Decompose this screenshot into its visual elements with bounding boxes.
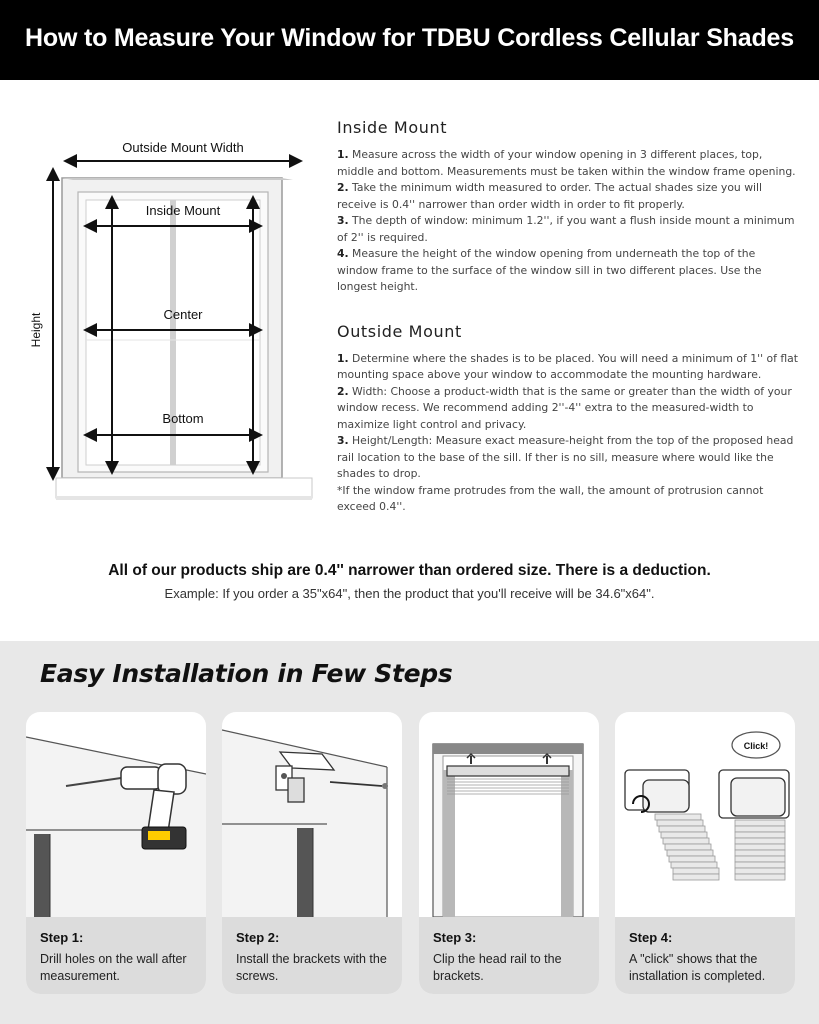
step-description: A "click" shows that the installation is completed.	[629, 952, 766, 983]
click-illustration	[615, 712, 795, 917]
list-item	[337, 433, 799, 483]
item-text: Measure the height of the window opening from underneath the top of the window frame to the surface of the window sill in two different places. Use the longest height.	[337, 247, 762, 293]
step-label: Step 4:	[629, 930, 673, 945]
bracket-illustration	[222, 712, 402, 917]
item-number: 4.	[337, 247, 349, 260]
inside-mount-label: Inside Mount	[145, 203, 221, 218]
step-card-1	[26, 712, 206, 994]
step-description: Drill holes on the wall after measurement.	[40, 952, 187, 983]
head-rail-illustration	[419, 712, 599, 917]
step-label: Step 1:	[40, 930, 84, 945]
head-rail	[447, 766, 569, 776]
installation-heading: Easy Installation in Few Steps	[40, 659, 453, 688]
item-number: 3.	[337, 214, 349, 227]
measure-instructions	[337, 118, 799, 516]
list-item	[337, 180, 799, 213]
outside-mount-width-label: Outside Mount Width	[122, 140, 244, 155]
item-text: The depth of window: minimum 1.2'', if you want a flush inside mount a minimum of 2'' is required.	[337, 214, 795, 244]
window-measure-diagram	[20, 130, 320, 510]
step-card-2	[222, 712, 402, 994]
outside-mount-heading: Outside Mount	[337, 321, 462, 341]
inside-mount-heading: Inside Mount	[337, 118, 448, 137]
list-item	[337, 246, 799, 296]
list-item	[337, 351, 799, 384]
installation-section	[0, 641, 819, 1024]
step-caption	[26, 917, 206, 994]
step-caption	[222, 917, 402, 994]
item-number: 3.	[337, 434, 349, 447]
page-title: How to Measure Your Window for TDBU Cordless Cellular Shades	[25, 24, 794, 52]
item-text: Width: Choose a product-width that is the same or greater than the width of your window recess. We recommend adding 2''-4'' extra to the measured-width to maximize light control and privacy.	[337, 384, 792, 431]
list-item	[337, 213, 799, 246]
list-item	[337, 147, 799, 180]
item-text: Height/Length: Measure exact measure-height from the top of the proposed head rail location to the base of the sill. If ther is no sill, measure where would like the shades to drop.	[337, 434, 794, 480]
item-number: 2.	[337, 181, 349, 194]
item-text: Determine where the shades is to be placed. You will need a minimum of 1'' of flat mounting space above your window to accommodate the mounting hardware.	[337, 351, 798, 381]
center-label: Center	[163, 307, 203, 322]
click-label: Click!	[743, 741, 769, 751]
inside-mount-section	[337, 118, 799, 296]
step-caption	[419, 917, 599, 994]
step-card-3	[419, 712, 599, 994]
outside-mount-list	[337, 351, 799, 483]
item-number: 2.	[337, 384, 349, 398]
step-label: Step 3:	[433, 930, 477, 945]
drill-illustration	[26, 712, 206, 917]
item-text: Measure across the width of your window opening in 3 different places, top, middle and bottom. Measurements must be taken within the window frame opening.	[337, 148, 796, 178]
step-card-4	[615, 712, 795, 994]
item-number: 1.	[337, 148, 349, 161]
step-caption	[615, 917, 795, 994]
deduction-headline: All of our products ship are 0.4'' narrower than ordered size. There is a deduction.	[108, 562, 711, 579]
step-description: Install the brackets with the screws.	[236, 952, 387, 983]
step-label: Step 2:	[236, 930, 280, 945]
page-header	[0, 0, 819, 80]
inside-mount-list	[337, 147, 799, 296]
list-item	[337, 384, 799, 434]
height-label: Height	[29, 312, 43, 348]
outside-mount-section	[337, 322, 799, 516]
window-illustration	[20, 130, 320, 510]
item-number: 1.	[337, 351, 349, 365]
protrusion-note: *If the window frame protrudes from the wall, the amount of protrusion cannot exceed 0.4''.	[337, 483, 764, 513]
deduction-example: Example: If you order a 35"x64", then the product that you'll receive will be 34.6"x64".	[164, 586, 655, 601]
bottom-label: Bottom	[162, 411, 204, 426]
window-sill	[56, 478, 312, 498]
item-text: Take the minimum width measured to order. The actual shades size you will receive is 0.4'' narrower than order width in order to fit properly.	[337, 181, 763, 211]
step-description: Clip the head rail to the brackets.	[433, 952, 562, 983]
